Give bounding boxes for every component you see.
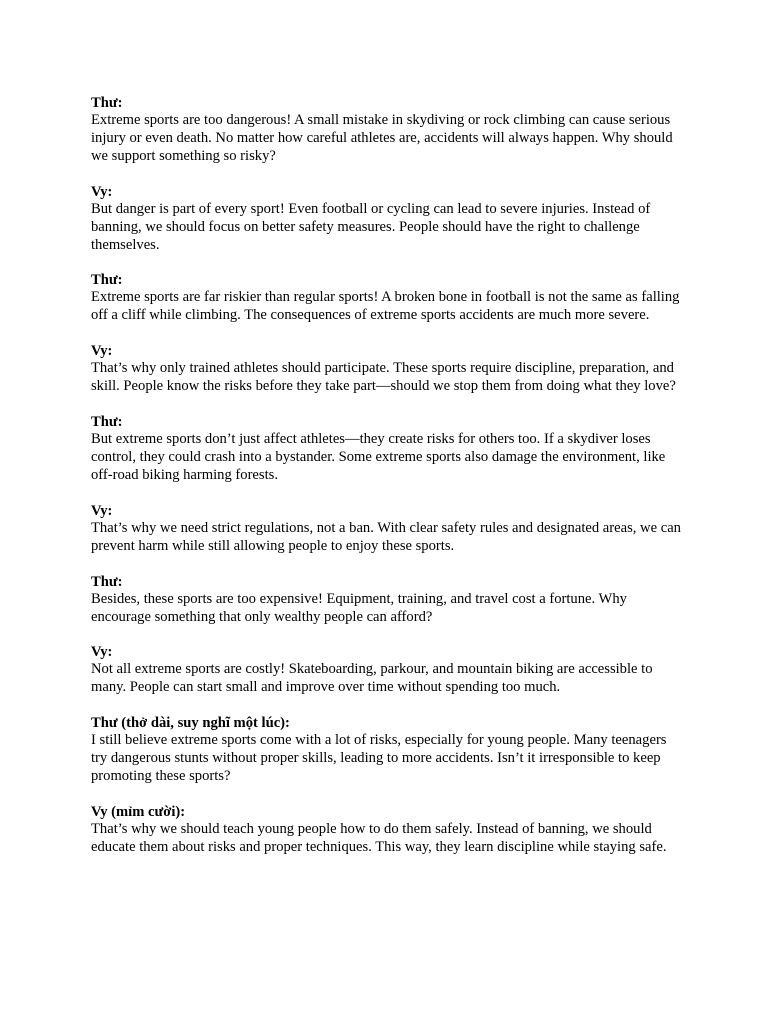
dialogue-turn-3 [91,271,681,325]
dialogue-turn-8 [91,643,681,697]
speech-text: That’s why only trained athletes should participate. These sports require discipline, preparation, and skill. People know the risks before they take part—should we stop them from doing what they love? [91,360,676,395]
dialogue-turn-2 [91,183,681,255]
dialogue-turn-9 [91,714,681,786]
dialogue-turn-7 [91,573,681,627]
speech-text: That’s why we should teach young people how to do them safely. Instead of banning, we should educate them about risks and proper techniques. This way, they learn discipline while staying safe. [91,820,667,855]
speaker-label: Thư: [91,414,123,431]
speaker-label: Thư: [91,95,123,111]
document-page [91,94,681,874]
speaker-label: Vy: [91,183,113,200]
speaker-label: Vy: [91,644,113,661]
speaker-label: Thư: [91,573,123,590]
dialogue-turn-4 [91,342,681,396]
speech-text: Besides, these sports are too expensive! Equipment, training, and travel cost a fortune. Why encourage something that only wealthy people can afford? [91,590,627,625]
speaker-label: Vy: [91,343,113,360]
speech-text: That’s why we need strict regulations, not a ban. With clear safety rules and designated areas, we can prevent harm while still allowing people to enjoy these sports. [91,519,681,554]
speaker-label: Vy: [91,502,113,519]
speaker-label: Thư: [91,272,123,289]
speech-text: I still believe extreme sports come with a lot of risks, especially for young people. Many teenagers try dangerous stunts without proper skills, leading to more accidents. Isn’t it irresponsible to keep promoting these sports? [91,732,667,785]
dialogue-turn-5 [91,413,681,485]
dialogue-turn-6 [91,502,681,556]
speech-text: Extreme sports are too dangerous! A small mistake in skydiving or rock climbing can cause serious injury or even death. No matter how careful athletes are, accidents will always happen. Why should we support something so risky? [91,112,673,164]
speech-text: But danger is part of every sport! Even football or cycling can lead to severe injuries. Instead of banning, we should focus on better safety measures. People should have the right to challenge themselves. [91,200,651,253]
speaker-label: Vy (mỉm cười): [91,803,186,820]
speech-text: Extreme sports are far riskier than regular sports! A broken bone in football is not the same as falling off a cliff while climbing. The consequences of extreme sports accidents are much more severe. [91,289,680,324]
speech-text: But extreme sports don’t just affect athletes—they create risks for others too. If a skydiver loses control, they could crash into a bystander. Some extreme sports also damage the environment, like off-road biking harming forests. [91,431,666,483]
speaker-label: Thư (thở dài, suy nghĩ một lúc): [91,715,290,732]
dialogue-turn-10 [91,803,681,857]
speech-text: Not all extreme sports are costly! Skateboarding, parkour, and mountain biking are accessible to many. People can start small and improve over time without spending too much. [91,661,653,696]
dialogue-turn-1 [91,94,681,166]
